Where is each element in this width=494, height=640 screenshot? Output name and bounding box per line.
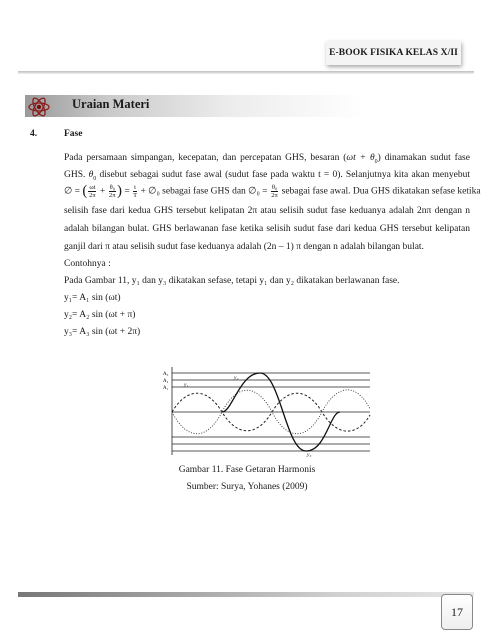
curve-label-y2: y₂ (234, 375, 239, 381)
topic-title: Fase (64, 129, 83, 139)
paragraph-line-5: adalah bilangan bulat. GHS berlawanan fase ketika selisih sudut fase dari kedua GHS tersebut kelipatan (64, 224, 470, 234)
curve-label-y1: y₁ (184, 382, 189, 388)
header-title: E-BOOK FISIKA KELAS X/II (326, 41, 461, 65)
atom-icon (27, 96, 51, 118)
curve-label-y3: y₃ (307, 452, 312, 457)
figure-source: Sumber: Surya, Yohanes (2009) (186, 482, 308, 492)
example-label: Contohnya : (64, 259, 111, 269)
paragraph-line-2: GHS. $\theta_0$ disebut sebagai sudut fase awal (sudut fase pada waktu t = 0). Selanjutnya kita akan menyebut (64, 170, 470, 182)
footer-divider (18, 592, 474, 597)
axis-label-a2: A₂ (163, 379, 169, 384)
header-divider (18, 71, 474, 74)
figure-caption: Gambar 11. Fase Getaran Harmonis (178, 465, 316, 475)
phase-figure (162, 365, 372, 457)
paragraph-line-1: Pada persamaan simpangan, kecepatan, dan percepatan GHS, besaran $(\omega t + \theta_0)$ dinamakan sudut fase (64, 153, 470, 165)
paragraph-line-3-formula: ∅ = ( $\frac{\omega t}{2\pi}$ + $\frac{\text{θ₀}}{2\pi}$ ) = $\frac{t}{T}$ + ∅₀ sebagai fase GHS dan ∅₀ = $\frac{\text{θ₀}}{2\pi}$ sebagai fase awal. Dua GHS dikatakan sefase ketika (64, 183, 481, 199)
axis-label-a3: A₃ (163, 372, 169, 377)
paragraph-line-7: Pada Gambar 11, y₁ dan y₃ dikatakan sefase, tetapi y₁ dan y₂ dikatakan berlawanan fase. (64, 276, 400, 286)
axis-label-a1: A₁ (163, 386, 169, 391)
section-title: Uraian Materi (72, 97, 150, 111)
paragraph-line-4: selisih fase dari kedua GHS tersebut kelipatan 2π atau selisih sudut fase keduanya adalah 2nπ dengan n (64, 206, 470, 216)
paragraph-line-6: ganjil dari π atau selisih sudut fase keduanya adalah (2n – 1) π dengan n adalah bilangan bulat. (64, 242, 424, 252)
equation-y2: y₂= A₂ sin (ωt + π) (64, 310, 136, 320)
page-number: 17 (441, 594, 473, 630)
equation-y1: y₁= A₁ sin (ωt) (64, 293, 121, 303)
topic-number: 4. (30, 129, 38, 139)
equation-y3: y₃= A₃ sin (ωt + 2π) (64, 327, 141, 337)
